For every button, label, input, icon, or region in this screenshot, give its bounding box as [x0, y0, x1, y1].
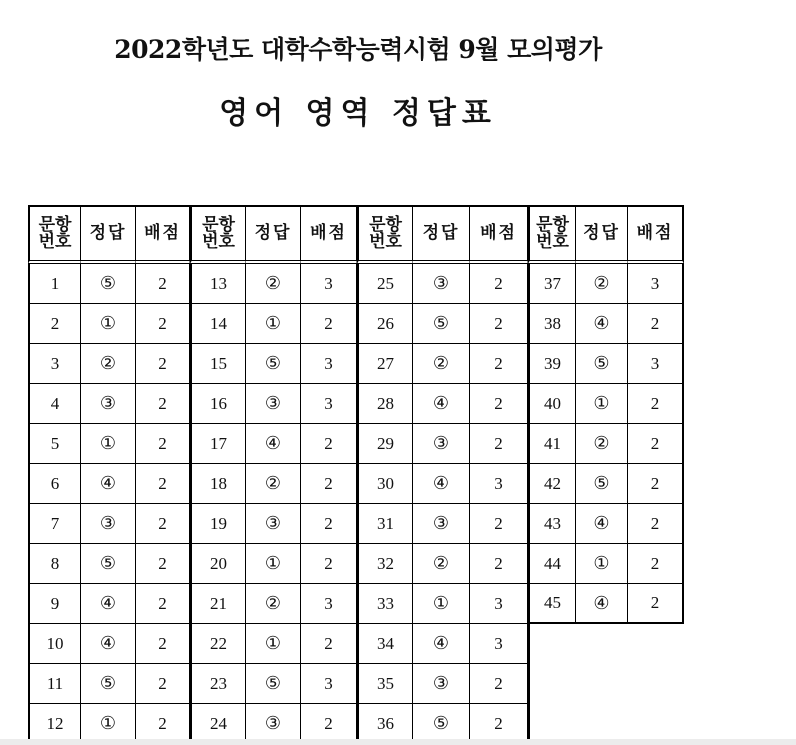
score-cell: 3: [470, 464, 528, 504]
header-answer: 정답: [246, 205, 301, 264]
score-cell: 2: [470, 504, 528, 544]
score-cell: 3: [301, 664, 357, 704]
answer-cell: ③: [413, 424, 470, 464]
header-score: 배점: [470, 205, 528, 264]
score-cell: 2: [136, 344, 190, 384]
answer-cell: ④: [576, 304, 628, 344]
question-number-cell: 5: [28, 424, 81, 464]
score-cell: 2: [470, 304, 528, 344]
table-row: [28, 624, 684, 664]
answer-cell: ①: [576, 544, 628, 584]
question-number-cell: 30: [357, 464, 413, 504]
table-row: [28, 344, 684, 384]
question-number-cell: 38: [528, 304, 576, 344]
answer-cell: ④: [81, 624, 136, 664]
question-number-cell: 22: [190, 624, 246, 664]
question-number-cell: 16: [190, 384, 246, 424]
question-number-cell: 33: [357, 584, 413, 624]
question-number-cell: 18: [190, 464, 246, 504]
score-cell: 2: [301, 544, 357, 584]
answer-cell: ⑤: [576, 344, 628, 384]
answer-cell: ④: [81, 584, 136, 624]
question-number-cell: 3: [28, 344, 81, 384]
question-number-cell: 17: [190, 424, 246, 464]
answer-cell: ⑤: [413, 304, 470, 344]
score-cell: 3: [301, 384, 357, 424]
question-number-cell: 19: [190, 504, 246, 544]
header-answer: 정답: [81, 205, 136, 264]
table-row: [28, 304, 684, 344]
question-number-cell: 8: [28, 544, 81, 584]
score-cell: 3: [470, 584, 528, 624]
score-cell: 2: [301, 464, 357, 504]
score-cell: 2: [628, 584, 684, 624]
answer-cell: ⑤: [576, 464, 628, 504]
header-question-number-line1: 문항: [202, 214, 235, 235]
answer-cell: ②: [413, 544, 470, 584]
empty-cell: [576, 704, 628, 744]
score-cell: 2: [628, 504, 684, 544]
table-row: [28, 264, 684, 304]
table-header-row: [28, 205, 684, 264]
header-score: 배점: [628, 205, 684, 264]
empty-cell: [628, 624, 684, 664]
answer-cell: ③: [413, 664, 470, 704]
header-question-number-line2: 번호: [536, 231, 569, 252]
header-question-number: [528, 205, 576, 264]
answer-cell: ③: [81, 504, 136, 544]
question-number-cell: 36: [357, 704, 413, 744]
answer-cell: ②: [413, 344, 470, 384]
answer-cell: ①: [576, 384, 628, 424]
question-number-cell: 15: [190, 344, 246, 384]
score-cell: 2: [470, 704, 528, 744]
question-number-cell: 7: [28, 504, 81, 544]
question-number-cell: 10: [28, 624, 81, 664]
answer-cell: ③: [246, 384, 301, 424]
table-row: [28, 544, 684, 584]
question-number-cell: 41: [528, 424, 576, 464]
question-number-cell: 28: [357, 384, 413, 424]
score-cell: 2: [136, 464, 190, 504]
header-question-number-line1: 문항: [38, 214, 72, 235]
answer-cell: ⑤: [246, 664, 301, 704]
answer-cell: ②: [81, 344, 136, 384]
header-question-number: [357, 205, 413, 264]
score-cell: 3: [628, 344, 684, 384]
header-score: 배점: [301, 205, 357, 264]
header-question-number-line2: 번호: [202, 231, 235, 252]
empty-cell: [576, 624, 628, 664]
question-number-cell: 32: [357, 544, 413, 584]
question-number-cell: 13: [190, 264, 246, 304]
score-cell: 2: [470, 664, 528, 704]
answer-cell: ②: [576, 424, 628, 464]
header-question-number-line1: 문항: [369, 214, 402, 235]
table-row: [28, 584, 684, 624]
header-answer: 정답: [576, 205, 628, 264]
score-cell: 2: [136, 264, 190, 304]
score-cell: 2: [628, 384, 684, 424]
score-cell: 2: [301, 704, 357, 744]
score-cell: 2: [301, 504, 357, 544]
answer-cell: ③: [413, 264, 470, 304]
question-number-cell: 34: [357, 624, 413, 664]
answer-cell: ①: [81, 704, 136, 744]
score-cell: 2: [136, 664, 190, 704]
question-number-cell: 9: [28, 584, 81, 624]
answer-cell: ④: [413, 464, 470, 504]
question-number-cell: 35: [357, 664, 413, 704]
score-cell: 2: [301, 304, 357, 344]
question-number-cell: 12: [28, 704, 81, 744]
answer-cell: ①: [81, 424, 136, 464]
score-cell: 2: [136, 384, 190, 424]
table-row: [28, 664, 684, 704]
question-number-cell: 11: [28, 664, 81, 704]
question-number-cell: 24: [190, 704, 246, 744]
answer-cell: ②: [576, 264, 628, 304]
empty-cell: [576, 664, 628, 704]
empty-cell: [528, 624, 576, 664]
table-row: [28, 704, 684, 744]
question-number-cell: 27: [357, 344, 413, 384]
answer-cell: ①: [413, 584, 470, 624]
question-number-cell: 25: [357, 264, 413, 304]
header-question-number: [28, 205, 81, 264]
answer-cell: ⑤: [81, 264, 136, 304]
question-number-cell: 6: [28, 464, 81, 504]
score-cell: 2: [136, 304, 190, 344]
score-cell: 2: [136, 624, 190, 664]
question-number-cell: 44: [528, 544, 576, 584]
answer-cell: ④: [413, 624, 470, 664]
table-row: [28, 504, 684, 544]
answer-cell: ③: [81, 384, 136, 424]
score-cell: 2: [301, 624, 357, 664]
score-cell: 2: [628, 544, 684, 584]
document-subtitle: 영어 영역 정답표: [219, 96, 497, 131]
score-cell: 2: [136, 424, 190, 464]
table-row: [28, 384, 684, 424]
score-cell: 3: [470, 624, 528, 664]
table-row: [28, 464, 684, 504]
answer-key-table: [28, 205, 684, 744]
answer-cell: ⑤: [81, 664, 136, 704]
page-bottom-edge: [0, 739, 796, 745]
answer-cell: ②: [246, 464, 301, 504]
header-score: 배점: [136, 205, 190, 264]
answer-cell: ④: [81, 464, 136, 504]
score-cell: 2: [470, 384, 528, 424]
score-cell: 3: [301, 264, 357, 304]
question-number-cell: 29: [357, 424, 413, 464]
answer-cell: ③: [246, 504, 301, 544]
answer-cell: ①: [246, 544, 301, 584]
score-cell: 2: [301, 424, 357, 464]
answer-cell: ⑤: [246, 344, 301, 384]
empty-cell: [528, 664, 576, 704]
answer-cell: ③: [246, 704, 301, 744]
score-cell: 2: [136, 704, 190, 744]
score-cell: 2: [628, 424, 684, 464]
header-question-number-line2: 번호: [38, 231, 72, 252]
answer-cell: ⑤: [81, 544, 136, 584]
answer-cell: ①: [246, 624, 301, 664]
question-number-cell: 4: [28, 384, 81, 424]
score-cell: 2: [628, 304, 684, 344]
score-cell: 2: [628, 464, 684, 504]
score-cell: 3: [628, 264, 684, 304]
score-cell: 2: [470, 344, 528, 384]
score-cell: 2: [470, 544, 528, 584]
question-number-cell: 14: [190, 304, 246, 344]
question-number-cell: 2: [28, 304, 81, 344]
score-cell: 2: [136, 504, 190, 544]
question-number-cell: 42: [528, 464, 576, 504]
empty-cell: [628, 704, 684, 744]
answer-cell: ①: [81, 304, 136, 344]
answer-cell: ②: [246, 584, 301, 624]
question-number-cell: 43: [528, 504, 576, 544]
question-number-cell: 1: [28, 264, 81, 304]
question-number-cell: 23: [190, 664, 246, 704]
header-answer: 정답: [413, 205, 470, 264]
score-cell: 3: [301, 584, 357, 624]
question-number-cell: 45: [528, 584, 576, 624]
question-number-cell: 37: [528, 264, 576, 304]
header-question-number: [190, 205, 246, 264]
question-number-cell: 39: [528, 344, 576, 384]
answer-cell: ③: [413, 504, 470, 544]
table-row: [28, 424, 684, 464]
question-number-cell: 26: [357, 304, 413, 344]
score-cell: 3: [301, 344, 357, 384]
question-number-cell: 31: [357, 504, 413, 544]
question-number-cell: 21: [190, 584, 246, 624]
answer-cell: ④: [246, 424, 301, 464]
answer-cell: ②: [246, 264, 301, 304]
question-number-cell: 40: [528, 384, 576, 424]
answer-cell: ①: [246, 304, 301, 344]
header-question-number-line1: 문항: [536, 214, 569, 235]
answer-cell: ④: [576, 584, 628, 624]
question-number-cell: 20: [190, 544, 246, 584]
empty-cell: [528, 704, 576, 744]
header-question-number-line2: 번호: [369, 231, 402, 252]
score-cell: 2: [136, 544, 190, 584]
answer-cell: ④: [413, 384, 470, 424]
score-cell: 2: [136, 584, 190, 624]
score-cell: 2: [470, 424, 528, 464]
score-cell: 2: [470, 264, 528, 304]
answer-cell: ⑤: [413, 704, 470, 744]
answer-cell: ④: [576, 504, 628, 544]
document-title: 2022학년도 대학수학능력시험 9월 모의평가: [114, 35, 602, 64]
empty-cell: [628, 664, 684, 704]
